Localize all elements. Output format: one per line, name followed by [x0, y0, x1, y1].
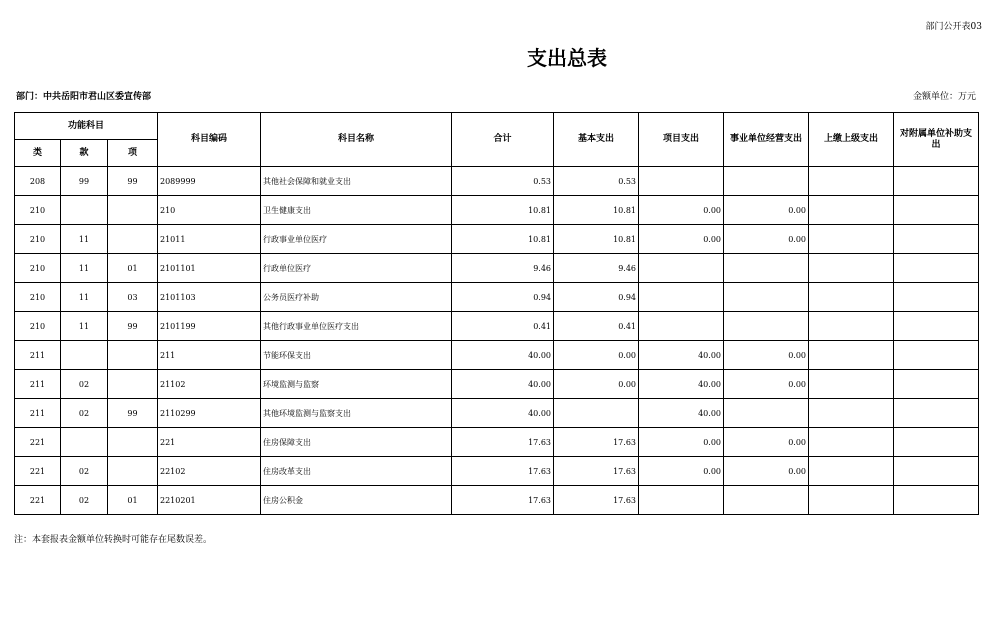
cell-kuan: [61, 428, 108, 457]
cell-name: 公务员医疗补助: [261, 283, 452, 312]
cell-basic: 17.63: [554, 457, 639, 486]
cell-xiang: 99: [108, 167, 158, 196]
cell-project: 40.00: [639, 399, 724, 428]
cell-total: 40.00: [452, 341, 554, 370]
cell-basic: 0.94: [554, 283, 639, 312]
cell-xiang: [108, 341, 158, 370]
table-row: [15, 196, 979, 225]
cell-subsidy: [894, 457, 979, 486]
footnote: 注：本套报表金额单位转换时可能存在尾数误差。: [14, 535, 213, 545]
table-row: [15, 225, 979, 254]
cell-kuan: [61, 341, 108, 370]
cell-total: 17.63: [452, 428, 554, 457]
cell-upper: [809, 370, 894, 399]
header-project: 项目支出: [639, 113, 724, 167]
cell-business: 0.00: [724, 370, 809, 399]
cell-subsidy: [894, 341, 979, 370]
cell-total: 0.53: [452, 167, 554, 196]
cell-business: 0.00: [724, 225, 809, 254]
cell-lei: 211: [15, 370, 61, 399]
cell-xiang: 01: [108, 486, 158, 515]
header-upper: 上缴上级支出: [809, 113, 894, 167]
cell-lei: 221: [15, 457, 61, 486]
cell-name: 其他社会保障和就业支出: [261, 167, 452, 196]
cell-upper: [809, 254, 894, 283]
cell-upper: [809, 341, 894, 370]
cell-subsidy: [894, 254, 979, 283]
cell-total: 0.41: [452, 312, 554, 341]
cell-code: 2101103: [158, 283, 261, 312]
cell-basic: 10.81: [554, 225, 639, 254]
cell-project: [639, 254, 724, 283]
cell-kuan: 11: [61, 225, 108, 254]
header-basic: 基本支出: [554, 113, 639, 167]
cell-upper: [809, 283, 894, 312]
cell-subsidy: [894, 486, 979, 515]
cell-subsidy: [894, 225, 979, 254]
cell-name: 行政单位医疗: [261, 254, 452, 283]
cell-code: 2101199: [158, 312, 261, 341]
cell-kuan: 02: [61, 370, 108, 399]
cell-business: [724, 283, 809, 312]
cell-xiang: [108, 428, 158, 457]
cell-subsidy: [894, 428, 979, 457]
header-subject-name: 科目名称: [261, 113, 452, 167]
table-row: [15, 428, 979, 457]
table-row: [15, 283, 979, 312]
header-subject-code: 科目编码: [158, 113, 261, 167]
cell-business: [724, 486, 809, 515]
cell-business: [724, 167, 809, 196]
cell-subsidy: [894, 167, 979, 196]
cell-basic: 9.46: [554, 254, 639, 283]
table-row: [15, 370, 979, 399]
cell-upper: [809, 196, 894, 225]
cell-lei: 221: [15, 428, 61, 457]
cell-upper: [809, 399, 894, 428]
cell-total: 40.00: [452, 399, 554, 428]
cell-xiang: [108, 196, 158, 225]
header-subsidy: 对附属单位补助支出: [894, 113, 979, 167]
cell-total: 10.81: [452, 225, 554, 254]
amount-unit-label: 金额单位：万元: [912, 92, 976, 102]
cell-kuan: 99: [61, 167, 108, 196]
cell-business: 0.00: [724, 341, 809, 370]
cell-total: 40.00: [452, 370, 554, 399]
expenditure-table: [14, 112, 979, 515]
cell-lei: 211: [15, 341, 61, 370]
cell-business: [724, 312, 809, 341]
cell-subsidy: [894, 196, 979, 225]
cell-subsidy: [894, 399, 979, 428]
cell-lei: 210: [15, 312, 61, 341]
cell-code: 21011: [158, 225, 261, 254]
cell-total: 17.63: [452, 486, 554, 515]
cell-name: 住房改革支出: [261, 457, 452, 486]
cell-business: 0.00: [724, 428, 809, 457]
cell-name: 住房保障支出: [261, 428, 452, 457]
cell-project: 0.00: [639, 196, 724, 225]
cell-total: 10.81: [452, 196, 554, 225]
cell-name: 住房公积金: [261, 486, 452, 515]
cell-upper: [809, 312, 894, 341]
table-row: [15, 341, 979, 370]
cell-kuan: [61, 196, 108, 225]
cell-upper: [809, 457, 894, 486]
cell-subsidy: [894, 370, 979, 399]
cell-basic: 17.63: [554, 428, 639, 457]
cell-business: [724, 399, 809, 428]
cell-kuan: 11: [61, 283, 108, 312]
cell-lei: 210: [15, 254, 61, 283]
header-function-subject: 功能科目: [15, 113, 158, 140]
cell-business: 0.00: [724, 457, 809, 486]
cell-lei: 210: [15, 283, 61, 312]
form-number: 部门公开表03: [925, 22, 982, 32]
cell-code: 21102: [158, 370, 261, 399]
cell-name: 卫生健康支出: [261, 196, 452, 225]
cell-code: 2110299: [158, 399, 261, 428]
cell-code: 210: [158, 196, 261, 225]
cell-xiang: [108, 370, 158, 399]
cell-xiang: [108, 457, 158, 486]
cell-lei: 210: [15, 225, 61, 254]
cell-business: 0.00: [724, 196, 809, 225]
table-row: [15, 457, 979, 486]
cell-kuan: 02: [61, 399, 108, 428]
cell-total: 9.46: [452, 254, 554, 283]
cell-xiang: 01: [108, 254, 158, 283]
header-lei: 类: [15, 140, 61, 167]
cell-basic: 10.81: [554, 196, 639, 225]
cell-project: [639, 486, 724, 515]
cell-kuan: 02: [61, 486, 108, 515]
page-title: 支出总表: [527, 46, 607, 70]
cell-basic: 17.63: [554, 486, 639, 515]
table-body: [15, 167, 979, 515]
cell-project: [639, 283, 724, 312]
cell-name: 节能环保支出: [261, 341, 452, 370]
header-business: 事业单位经营支出: [724, 113, 809, 167]
header-total: 合计: [452, 113, 554, 167]
cell-project: 0.00: [639, 225, 724, 254]
table-row: [15, 167, 979, 196]
cell-upper: [809, 428, 894, 457]
cell-lei: 211: [15, 399, 61, 428]
cell-kuan: 02: [61, 457, 108, 486]
cell-kuan: 11: [61, 312, 108, 341]
cell-basic: [554, 399, 639, 428]
cell-basic: 0.00: [554, 341, 639, 370]
cell-upper: [809, 225, 894, 254]
cell-basic: 0.53: [554, 167, 639, 196]
cell-basic: 0.00: [554, 370, 639, 399]
cell-xiang: 99: [108, 312, 158, 341]
cell-name: 其他环境监测与监察支出: [261, 399, 452, 428]
cell-total: 17.63: [452, 457, 554, 486]
cell-xiang: 99: [108, 399, 158, 428]
header-xiang: 项: [108, 140, 158, 167]
table-row: [15, 399, 979, 428]
department-label: 部门：中共岳阳市君山区委宣传部: [16, 92, 152, 102]
cell-code: 221: [158, 428, 261, 457]
header-kuan: 款: [61, 140, 108, 167]
cell-lei: 221: [15, 486, 61, 515]
cell-lei: 210: [15, 196, 61, 225]
cell-code: 22102: [158, 457, 261, 486]
table-row: [15, 486, 979, 515]
cell-name: 行政事业单位医疗: [261, 225, 452, 254]
cell-project: [639, 312, 724, 341]
cell-upper: [809, 167, 894, 196]
cell-code: 2210201: [158, 486, 261, 515]
cell-name: 其他行政事业单位医疗支出: [261, 312, 452, 341]
cell-xiang: 03: [108, 283, 158, 312]
cell-code: 2089999: [158, 167, 261, 196]
table-row: [15, 312, 979, 341]
cell-basic: 0.41: [554, 312, 639, 341]
cell-subsidy: [894, 312, 979, 341]
cell-project: 0.00: [639, 428, 724, 457]
cell-lei: 208: [15, 167, 61, 196]
cell-kuan: 11: [61, 254, 108, 283]
cell-project: [639, 167, 724, 196]
cell-total: 0.94: [452, 283, 554, 312]
cell-xiang: [108, 225, 158, 254]
cell-code: 211: [158, 341, 261, 370]
cell-name: 环境监测与监察: [261, 370, 452, 399]
cell-upper: [809, 486, 894, 515]
cell-project: 40.00: [639, 341, 724, 370]
cell-project: 0.00: [639, 457, 724, 486]
cell-code: 2101101: [158, 254, 261, 283]
cell-subsidy: [894, 283, 979, 312]
table-row: [15, 254, 979, 283]
cell-project: 40.00: [639, 370, 724, 399]
cell-business: [724, 254, 809, 283]
